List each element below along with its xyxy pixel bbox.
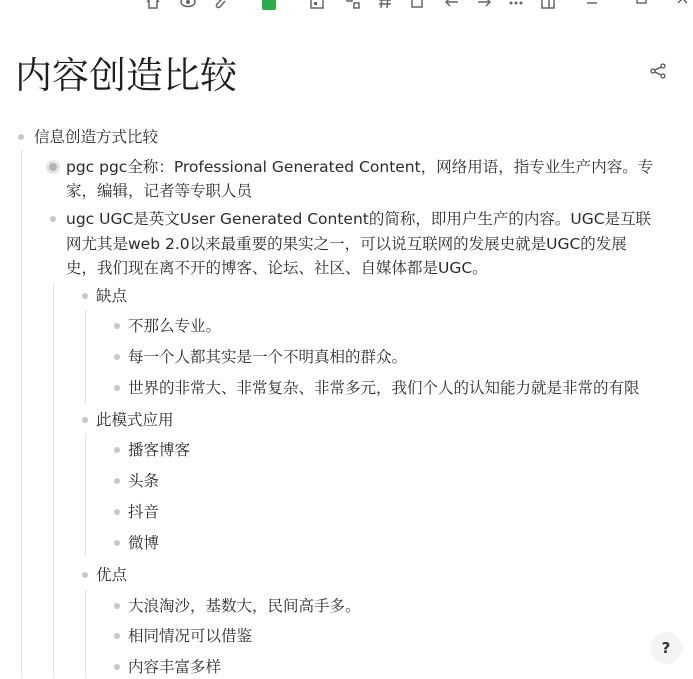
- calendar-icon[interactable]: [309, 0, 325, 10]
- bullet[interactable]: [82, 572, 88, 578]
- bullet[interactable]: [114, 354, 120, 360]
- sidebar-icon[interactable]: [540, 0, 556, 10]
- bullet[interactable]: [114, 478, 120, 484]
- more-icon[interactable]: [508, 0, 524, 10]
- list-item[interactable]: 播客博客: [128, 441, 191, 459]
- bullet[interactable]: [114, 447, 120, 453]
- list-item[interactable]: 信息创造方式比较: [34, 128, 159, 146]
- list-item[interactable]: 此模式应用: [96, 411, 174, 429]
- list-item-continuation: 网尤其是web 2.0以来最重要的果实之一，可以说互联网的发展史就是UGC的发展: [66, 235, 627, 253]
- list-item[interactable]: 抖音: [128, 503, 160, 521]
- list-item[interactable]: 每一个人都其实是一个不明真相的群众。: [128, 348, 408, 366]
- list-item[interactable]: 优点: [96, 566, 128, 584]
- list-item[interactable]: 微博: [128, 534, 160, 552]
- home-icon[interactable]: [145, 0, 161, 10]
- list-item-continuation: 史，我们现在离不开的博客、论坛、社区、自媒体都是UGC。: [66, 259, 488, 277]
- list-item[interactable]: ugc UGC是英文User Generated Content的简称，即用户生产的内容。UGC是互联: [66, 210, 652, 228]
- arrow-right-icon[interactable]: [476, 0, 492, 10]
- bullet[interactable]: [114, 664, 120, 670]
- guide-line: [85, 590, 86, 678]
- maximize-icon[interactable]: [634, 0, 650, 10]
- list-item[interactable]: 世界的非常大、非常复杂、非常多元，我们个人的认知能力就是非常的有限: [128, 379, 640, 397]
- sync-icon[interactable]: [345, 0, 361, 10]
- close-icon[interactable]: [675, 0, 691, 10]
- guide-line: [53, 285, 54, 678]
- bullet[interactable]: [50, 216, 56, 222]
- list-item[interactable]: 大浪淘沙，基数大，民间高手多。: [128, 597, 361, 615]
- help-button[interactable]: ?: [650, 632, 682, 664]
- bullet[interactable]: [114, 603, 120, 609]
- bullet[interactable]: [82, 293, 88, 299]
- hash-icon[interactable]: [377, 0, 393, 10]
- bullet[interactable]: [114, 323, 120, 329]
- bullet[interactable]: [18, 134, 24, 140]
- bullet[interactable]: [114, 633, 120, 639]
- list-item[interactable]: 不那么专业。: [128, 317, 222, 335]
- list-item[interactable]: pgc pgc全称：Professional Generated Content，网络用语，指专业生产内容。专: [66, 158, 654, 176]
- list-item[interactable]: 头条: [128, 472, 160, 490]
- bullet[interactable]: [82, 417, 88, 423]
- top-toolbar: [0, 0, 693, 14]
- eye-icon[interactable]: [180, 0, 196, 10]
- list-item[interactable]: 缺点: [96, 287, 128, 305]
- green-square-icon[interactable]: [262, 0, 276, 10]
- minimize-icon[interactable]: [584, 0, 600, 10]
- list-item[interactable]: 内容丰富多样: [128, 658, 222, 676]
- page-title: 内容创造比较: [15, 54, 237, 97]
- guide-line: [21, 150, 22, 678]
- graph-view-icon[interactable]: [650, 63, 666, 79]
- bullet[interactable]: [114, 385, 120, 391]
- puzzle-icon[interactable]: [409, 0, 425, 10]
- paperclip-icon[interactable]: [212, 0, 228, 10]
- arrow-left-icon[interactable]: [444, 0, 460, 10]
- bullet[interactable]: [114, 509, 120, 515]
- list-item[interactable]: 相同情况可以借鉴: [128, 627, 253, 645]
- guide-line: [85, 310, 86, 404]
- bullet-collapsed[interactable]: [49, 163, 57, 171]
- guide-line: [85, 434, 86, 556]
- list-item-continuation: 家，编辑，记者等专职人员: [66, 182, 253, 200]
- bullet[interactable]: [114, 540, 120, 546]
